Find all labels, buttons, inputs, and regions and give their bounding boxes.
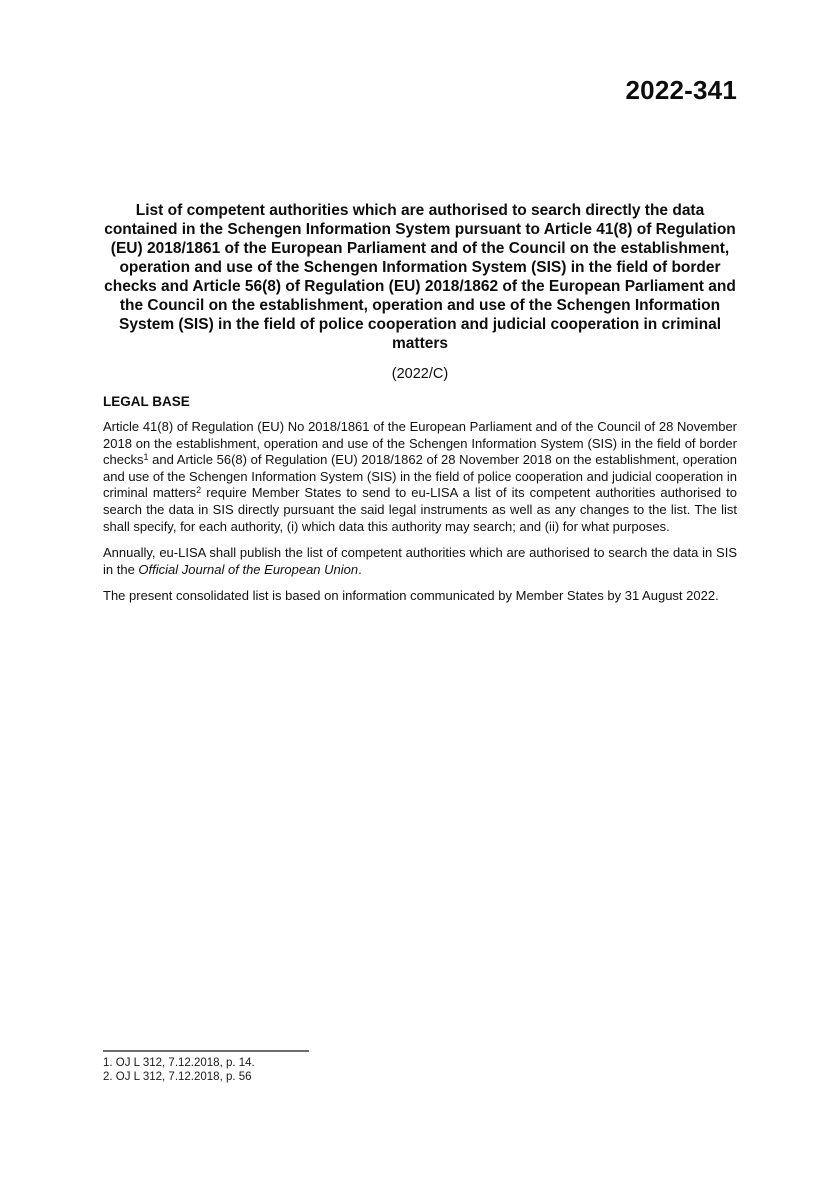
document-number: 2022-341 — [625, 75, 737, 105]
document-content — [103, 0, 737, 605]
footnote-1: 1. OJ L 312, 7.12.2018, p. 14. — [103, 1057, 255, 1069]
section-heading-legal-base: LEGAL BASE — [103, 394, 190, 409]
legal-base-paragraph-2 — [103, 545, 737, 578]
legal-base-paragraph-3: The present consolidated list is based on information communicated by Member States by 31 August 2022. — [103, 588, 719, 604]
paragraph-1-text-c: require Member States to send to eu-LISA a list of its competent authorities authorised to search the data in SIS directly pursuant the said legal instruments as well as any changes to the list. The list shall specify, for each authority, (i) which data this authority may search; and (ii) for what purposes. — [103, 485, 737, 534]
footnotes-block — [103, 1050, 737, 1084]
document-title: List of competent authorities which are authorised to search directly the data contained in the Schengen Information System pursuant to Article 41(8) of Regulation (EU) 2018/1861 of the European Parliament and of the Council on the establishment, operation and use of the Schengen Information System (SIS) in the field of border checks and Article 56(8) of Regulation (EU) 2018/1862 of the European Parliament and the Council on the establishment, operation and use of the Schengen Information System (SIS) in the field of police cooperation and judicial cooperation in criminal matters — [104, 202, 736, 352]
footnote-ref-2: 2 — [196, 485, 202, 496]
footnote-ref-1: 1 — [143, 452, 149, 463]
paragraph-2-text-b: . — [358, 561, 362, 577]
legal-base-paragraph-1 — [103, 419, 737, 535]
paragraph-1-text-b: and Article 56(8) of Regulation (EU) 2018/1862 of 28 November 2018 on the establishment, operation and use of the Schengen Information System (SIS) in the field of police cooperation and judicial cooperation in criminal matters — [103, 452, 737, 501]
notice-reference: (2022/C) — [391, 366, 449, 382]
footnote-separator — [103, 1050, 309, 1052]
footnote-2: 2. OJ L 312, 7.12.2018, p. 56 — [103, 1070, 252, 1083]
journal-title-italic: Official Journal of the European Union — [138, 561, 359, 577]
paragraph-2-text-a: Annually, eu-LISA shall publish the list of competent authorities which are authorised to search the data in SIS in the — [103, 545, 737, 577]
paragraph-1-text-a: Article 41(8) of Regulation (EU) No 2018/1861 of the European Parliament and of the Council of 28 November 2018 on the establishment, operation and use of the Schengen Information System (SIS) in the field of border checks — [103, 419, 737, 468]
